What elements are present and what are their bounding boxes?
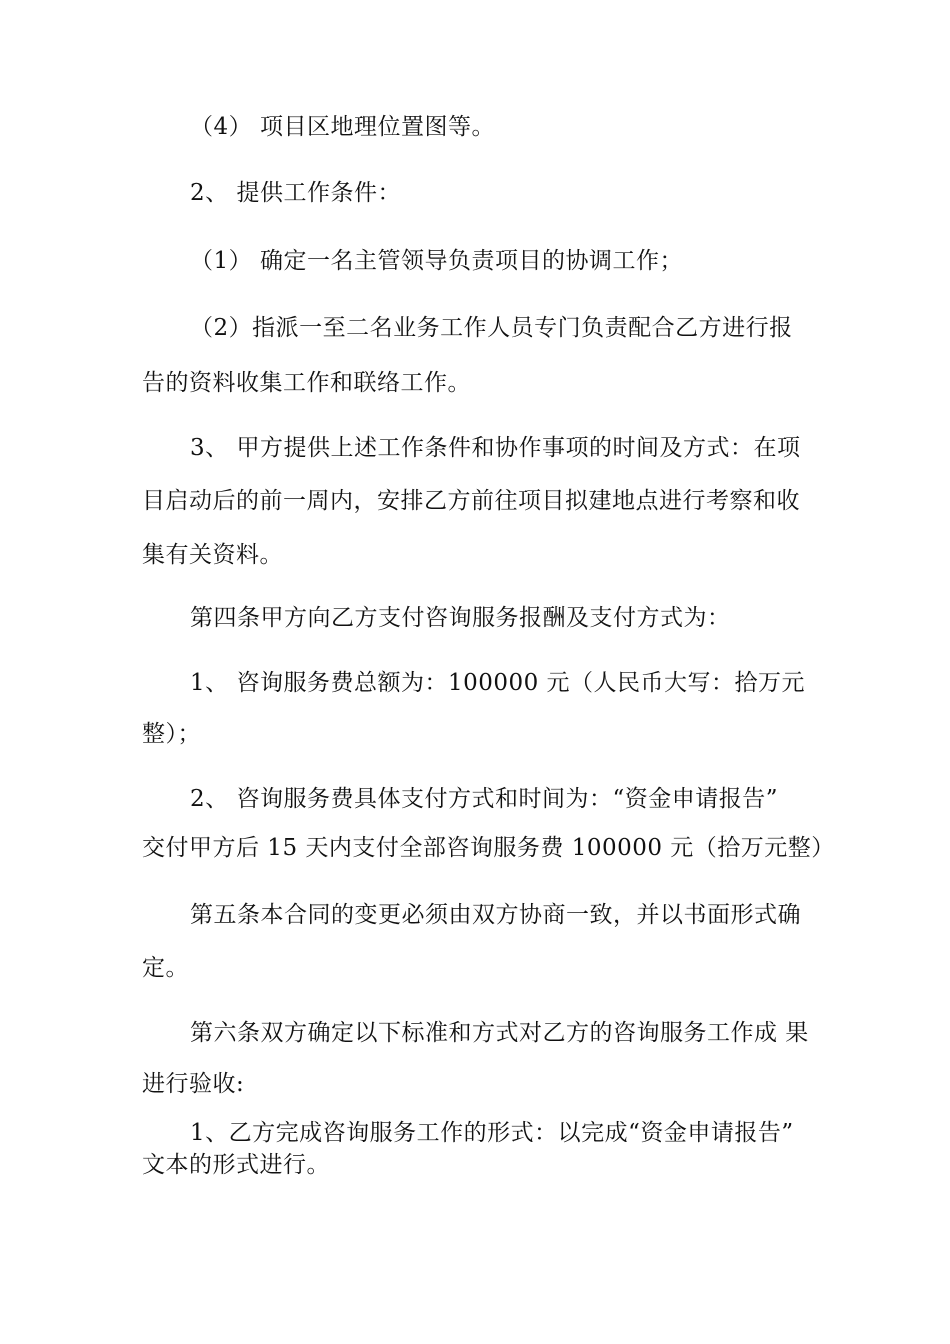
text-line: 定。 (142, 955, 189, 981)
text-line: 集有关资料。 (142, 542, 283, 568)
text-line: 2、 提供工作条件： (190, 180, 401, 206)
article-heading: 第六条双方确定以下标准和方式对乙方的咨询服务工作成 果 (190, 1020, 809, 1046)
article-heading: 第四条甲方向乙方支付咨询服务报酬及支付方式为： (190, 605, 731, 631)
text-line: 2、 咨询服务费具体支付方式和时间为：“资金申请报告” (190, 786, 778, 812)
text-line: 3、 甲方提供上述工作条件和协作事项的时间及方式：在项 (190, 435, 801, 461)
text-line: 文本的形式进行。 (142, 1152, 330, 1178)
text-line: 目启动后的前一周内，安排乙方前往项目拟建地点进行考察和收 (142, 488, 800, 514)
text-line: 进行验收: (142, 1071, 245, 1097)
text-line: （1） 确定一名主管领导负责项目的协调工作； (190, 248, 683, 274)
text-line: 整）； (142, 721, 201, 747)
text-line: （4） 项目区地理位置图等。 (190, 114, 495, 140)
text-line: 1、 咨询服务费总额为：100000 元（人民币大写：拾万元 (190, 670, 806, 696)
text-line: （2）指派一至二名业务工作人员专门负责配合乙方进行报 (190, 315, 793, 341)
text-line: 交付甲方后 15 天内支付全部咨询服务费 100000 元（拾万元整） (142, 835, 835, 861)
text-line: 告的资料收集工作和联络工作。 (142, 370, 471, 396)
text-line: 1、乙方完成咨询服务工作的形式：以完成“资金申请报告” (190, 1120, 794, 1146)
article-heading: 第五条本合同的变更必须由双方协商一致，并以书面形式确 (190, 902, 801, 928)
